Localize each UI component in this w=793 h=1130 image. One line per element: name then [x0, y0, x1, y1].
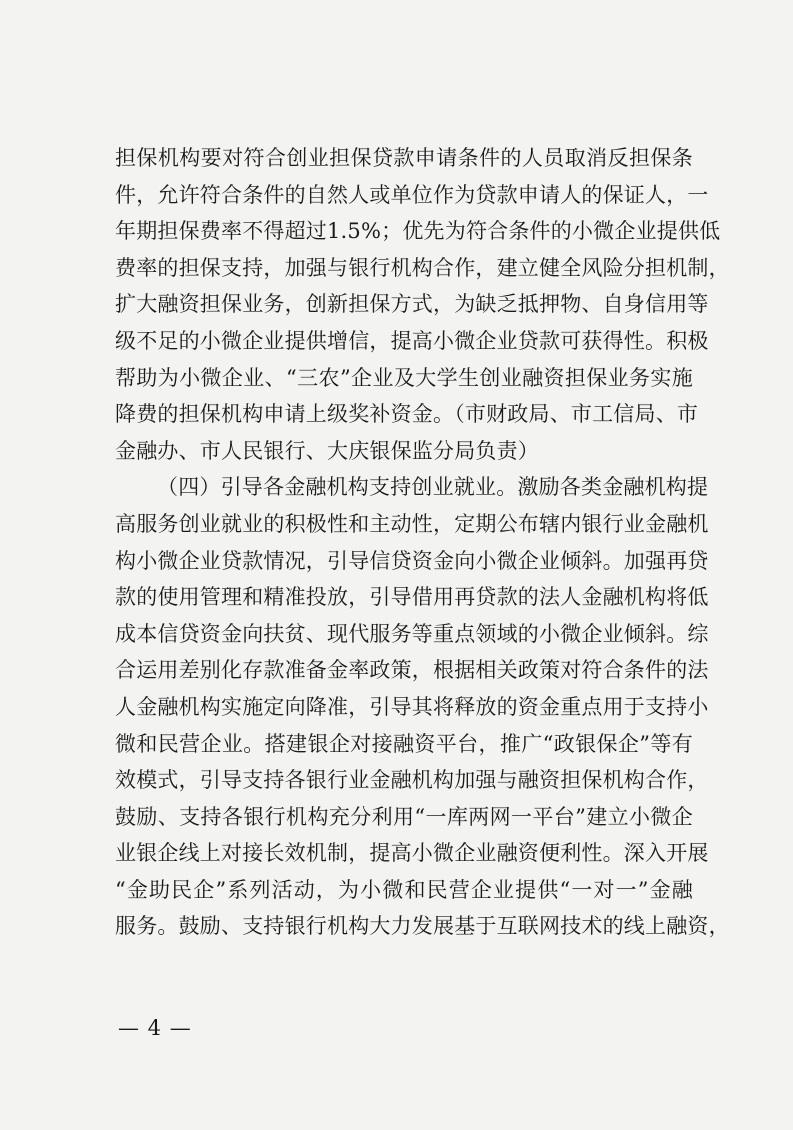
page-number: — 4 — [118, 1016, 192, 1040]
text-line: 费率的担保支持，加强与银行机构合作，建立健全风险分担机制， [115, 255, 730, 280]
text-line: 服务。鼓励、支持银行机构大力发展基于互联网技术的线上融资， [115, 914, 730, 939]
text-line: 金融办、市人民银行、大庆银保监分局负责） [115, 438, 539, 463]
text-line: 件，允许符合条件的自然人或单位作为贷款申请人的保证人，一 [115, 182, 709, 207]
text-line: 业银企线上对接长效机制，提高小微企业融资便利性。深入开展 [115, 841, 709, 866]
text-line: 担保机构要对符合创业担保贷款申请条件的人员取消反担保条 [115, 146, 693, 170]
section-heading-line: （四）引导各金融机构支持创业就业。激励各类金融机构提 [157, 475, 709, 500]
text-line: 款的使用管理和精准投放，引导借用再贷款的法人金融机构将低 [115, 585, 709, 610]
text-line: 鼓励、支持各银行机构充分利用“一库两网一平台”建立小微企 [115, 804, 693, 829]
text-line: 人金融机构实施定向降准，引导其将释放的资金重点用于支持小 [115, 694, 709, 719]
text-line: 年期担保费率不得超过1.5%；优先为符合条件的小微企业提供低 [115, 219, 721, 244]
text-line: 成本信贷资金向扶贫、现代服务等重点领域的小微企业倾斜。综 [115, 621, 709, 646]
text-line: 扩大融资担保业务，创新担保方式，为缺乏抵押物、自身信用等 [115, 292, 709, 317]
text-line: 降费的担保机构申请上级奖补资金。（市财政局、市工信局、市 [115, 402, 699, 427]
text-line: 效模式，引导支持各银行业金融机构加强与融资担保机构合作， [115, 768, 709, 793]
text-line: 级不足的小微企业提供增信，提高小微企业贷款可获得性。积极 [115, 328, 709, 353]
text-line: 高服务创业就业的积极性和主动性，定期公布辖内银行业金融机 [115, 511, 709, 536]
text-line: “金助民企”系列活动，为小微和民营企业提供“一对一”金融 [115, 877, 693, 902]
text-line: 合运用差别化存款准备金率政策，根据相关政策对符合条件的法 [115, 658, 709, 683]
text-line: 微和民营企业。搭建银企对接融资平台，推广“政银保企”等有 [115, 731, 693, 756]
text-line: 帮助为小微企业、“三农”企业及大学生创业融资担保业务实施 [115, 365, 693, 390]
text-line: 构小微企业贷款情况，引导信贷资金向小微企业倾斜。加强再贷 [115, 548, 709, 573]
body-text [115, 140, 730, 945]
